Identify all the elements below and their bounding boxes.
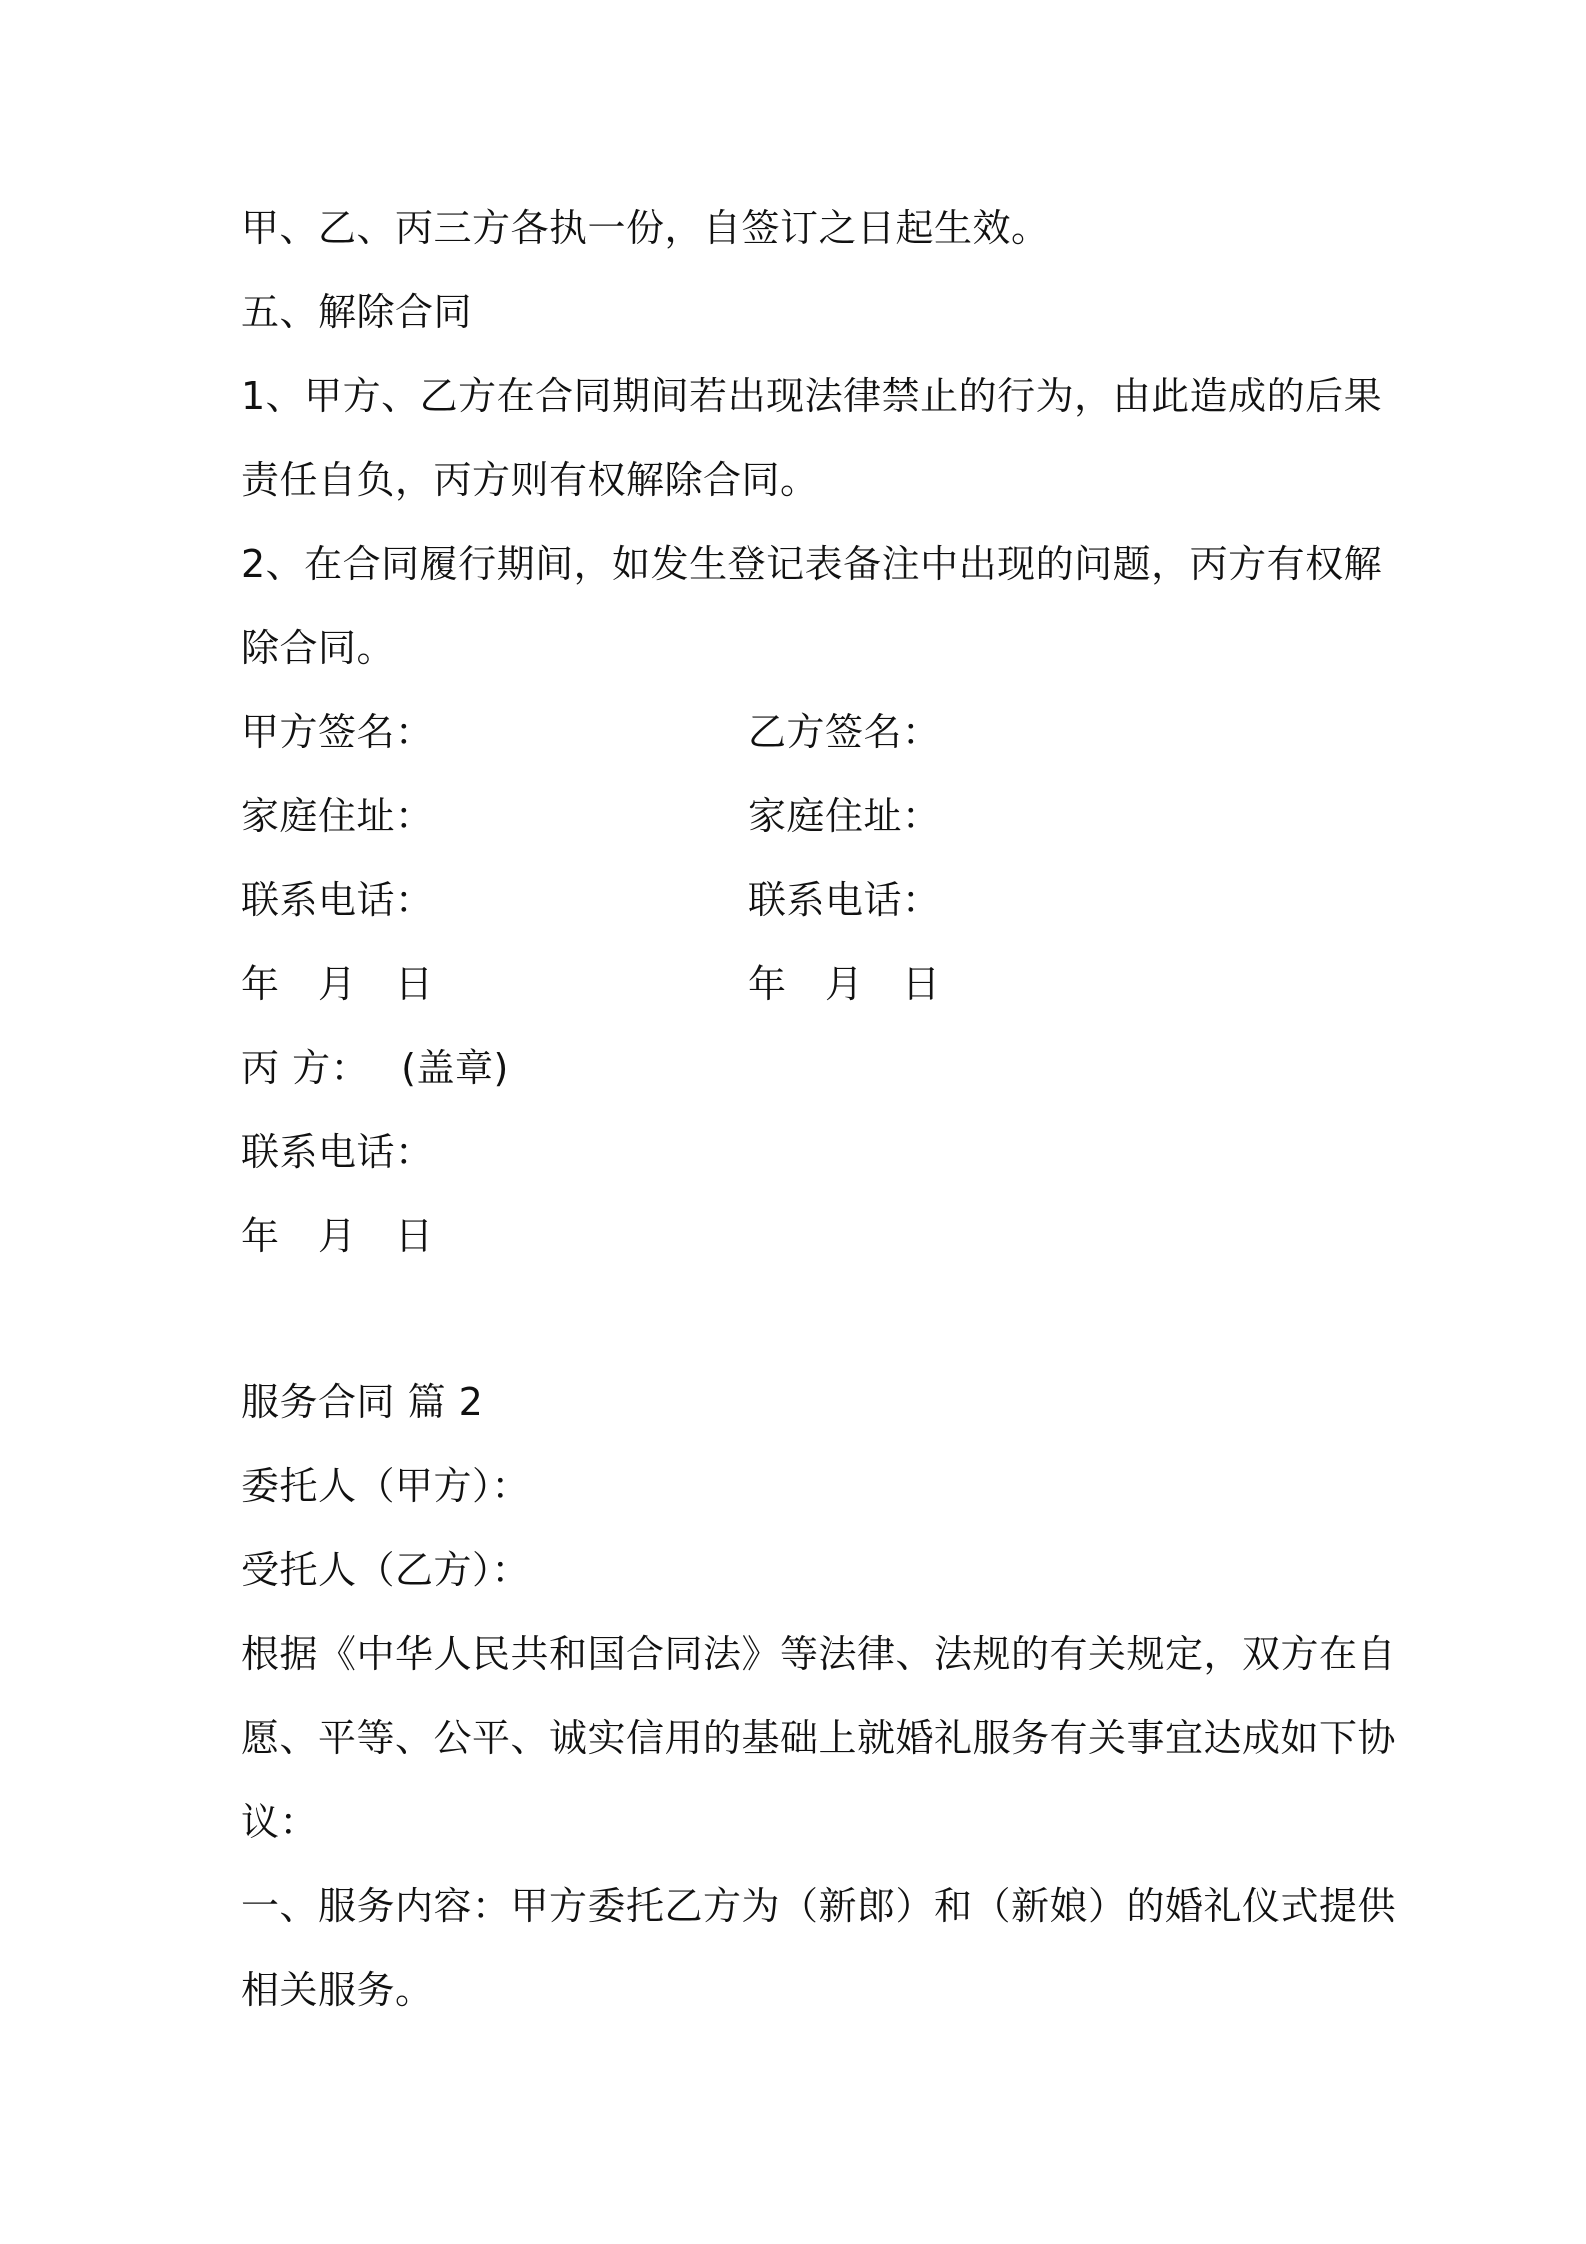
termination-clause-2-line2: 除合同。	[241, 626, 396, 670]
party-b-address-label: 家庭住址：	[748, 794, 941, 838]
party-b-date-label: 年 月 日	[748, 962, 941, 1006]
party-a-phone-label: 联系电话：	[241, 878, 434, 922]
party-a-signature-label: 甲方签名：	[241, 710, 434, 754]
trustee-label: 受托人（乙方）：	[241, 1548, 531, 1592]
preamble-line2: 愿、平等、公平、诚实信用的基础上就婚礼服务有关事宜达成如下协	[241, 1716, 1397, 1760]
party-a-address-label: 家庭住址：	[241, 794, 434, 838]
section-2-heading: 服务合同 篇 2	[241, 1380, 484, 1424]
service-content-line2: 相关服务。	[241, 1968, 434, 2012]
preamble-line3: 议：	[241, 1800, 319, 1844]
party-c-phone-label: 联系电话：	[241, 1130, 434, 1174]
termination-clause-2-line1: 2、在合同履行期间，如发生登记表备注中出现的问题，丙方有权解	[241, 542, 1383, 586]
section-heading-termination: 五、解除合同	[241, 290, 473, 334]
client-label: 委托人（甲方）：	[241, 1464, 531, 1508]
service-content-line1: 一、服务内容：甲方委托乙方为（新郎）和（新娘）的婚礼仪式提供	[241, 1884, 1397, 1928]
party-b-phone-label: 联系电话：	[748, 878, 941, 922]
party-b-signature-label: 乙方签名：	[748, 710, 941, 754]
preamble-line1: 根据《中华人民共和国合同法》等法律、法规的有关规定，双方在自	[241, 1632, 1397, 1676]
party-c-date-label: 年 月 日	[241, 1214, 434, 1258]
party-c-seal-label: 丙 方： (盖章)	[241, 1046, 509, 1090]
termination-clause-1-line1: 1、甲方、乙方在合同期间若出现法律禁止的行为，由此造成的后果	[241, 374, 1383, 418]
termination-clause-1-line2: 责任自负，丙方则有权解除合同。	[241, 458, 819, 502]
effective-clause: 甲、乙、丙三方各执一份，自签订之日起生效。	[241, 206, 1050, 250]
party-a-date-label: 年 月 日	[241, 962, 434, 1006]
